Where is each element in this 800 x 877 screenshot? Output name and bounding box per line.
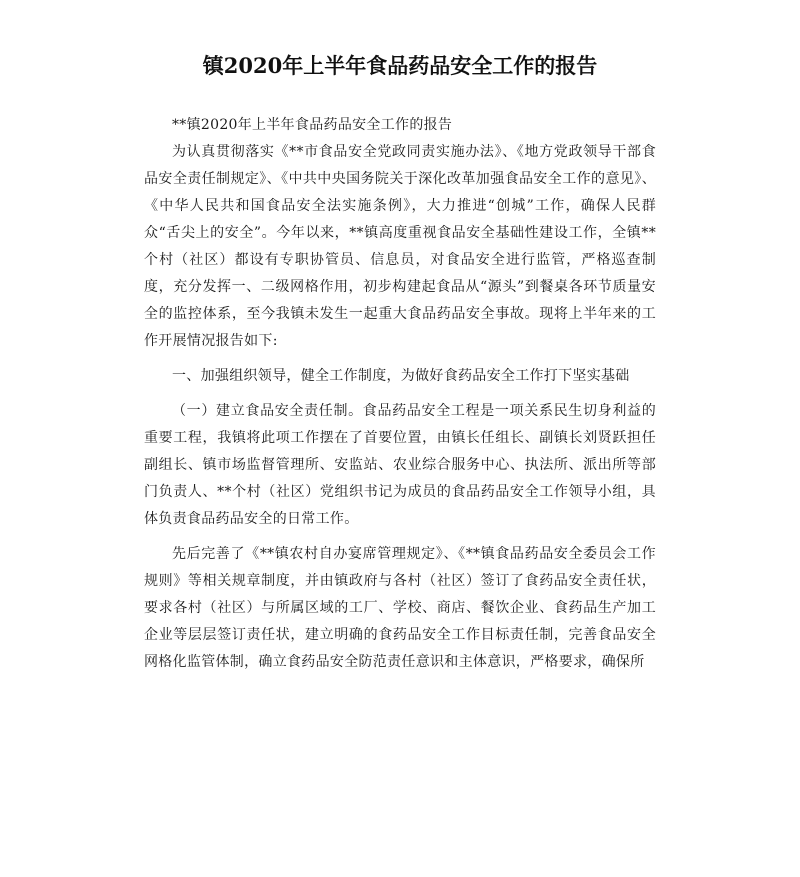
- document-body: [144, 112, 656, 676]
- section-heading: 一、加强组织领导，健全工作制度，为做好食药品安全工作打下坚实基础: [172, 368, 630, 384]
- paragraph-section-1-1-continued: 先后完善了《**镇农村自办宴席管理规定》、《**镇食品药品安全委员会工作规则》等相关规章制度，并由镇政府与各村（社区）签订了食药品安全责任状，要求各村（社区）与所属区域的工厂、学校、商店、餐饮企业、食药品生产加工企业等层层签订责任状，建立明确的食药品安全工作目标责任制，完善食品安全网格化监管体制，确立食药品安全防范责任意识和主体意识，严格要求，确保所: [144, 546, 656, 670]
- document-title: 镇2020年上半年食品药品安全工作的报告: [202, 53, 598, 78]
- paragraph-intro: 为认真贯彻落实《**市食品安全党政同责实施办法》、《地方党政领导干部食品安全责任制规定》、《中共中央国务院关于深化改革加强食品安全工作的意见》、《中华人民共和国食品安全法实施条例》，大力推进“创城”工作，确保人民群众“舌尖上的安全”。今年以来，**镇高度重视食品安全基础性建设工作，全镇**个村（社区）都设有专职协管员、信息员，对食品安全进行监管，严格巡查制度，充分发挥一、二级网格作用，初步构建起食品从“源头”到餐桌各环节质量安全的监控体系，至今我镇未发生一起重大食品药品安全事故。现将上半年来的工作开展情况报告如下:: [144, 144, 656, 349]
- paragraph-section-1-1: （一）建立食品安全责任制。食品药品安全工程是一项关系民生切身利益的重要工程，我镇将此项工作摆在了首要位置，由镇长任组长、副镇长刘贤跃担任副组长、镇市场监督管理所、安监站、农业综合服务中心、执法所、派出所等部门负责人、**个村（社区）党组织书记为成员的食品药品安全工作领导小组，具体负责食品药品安全的日常工作。: [144, 403, 656, 527]
- paragraph-subtitle: **镇2020年上半年食品药品安全工作的报告: [172, 117, 453, 133]
